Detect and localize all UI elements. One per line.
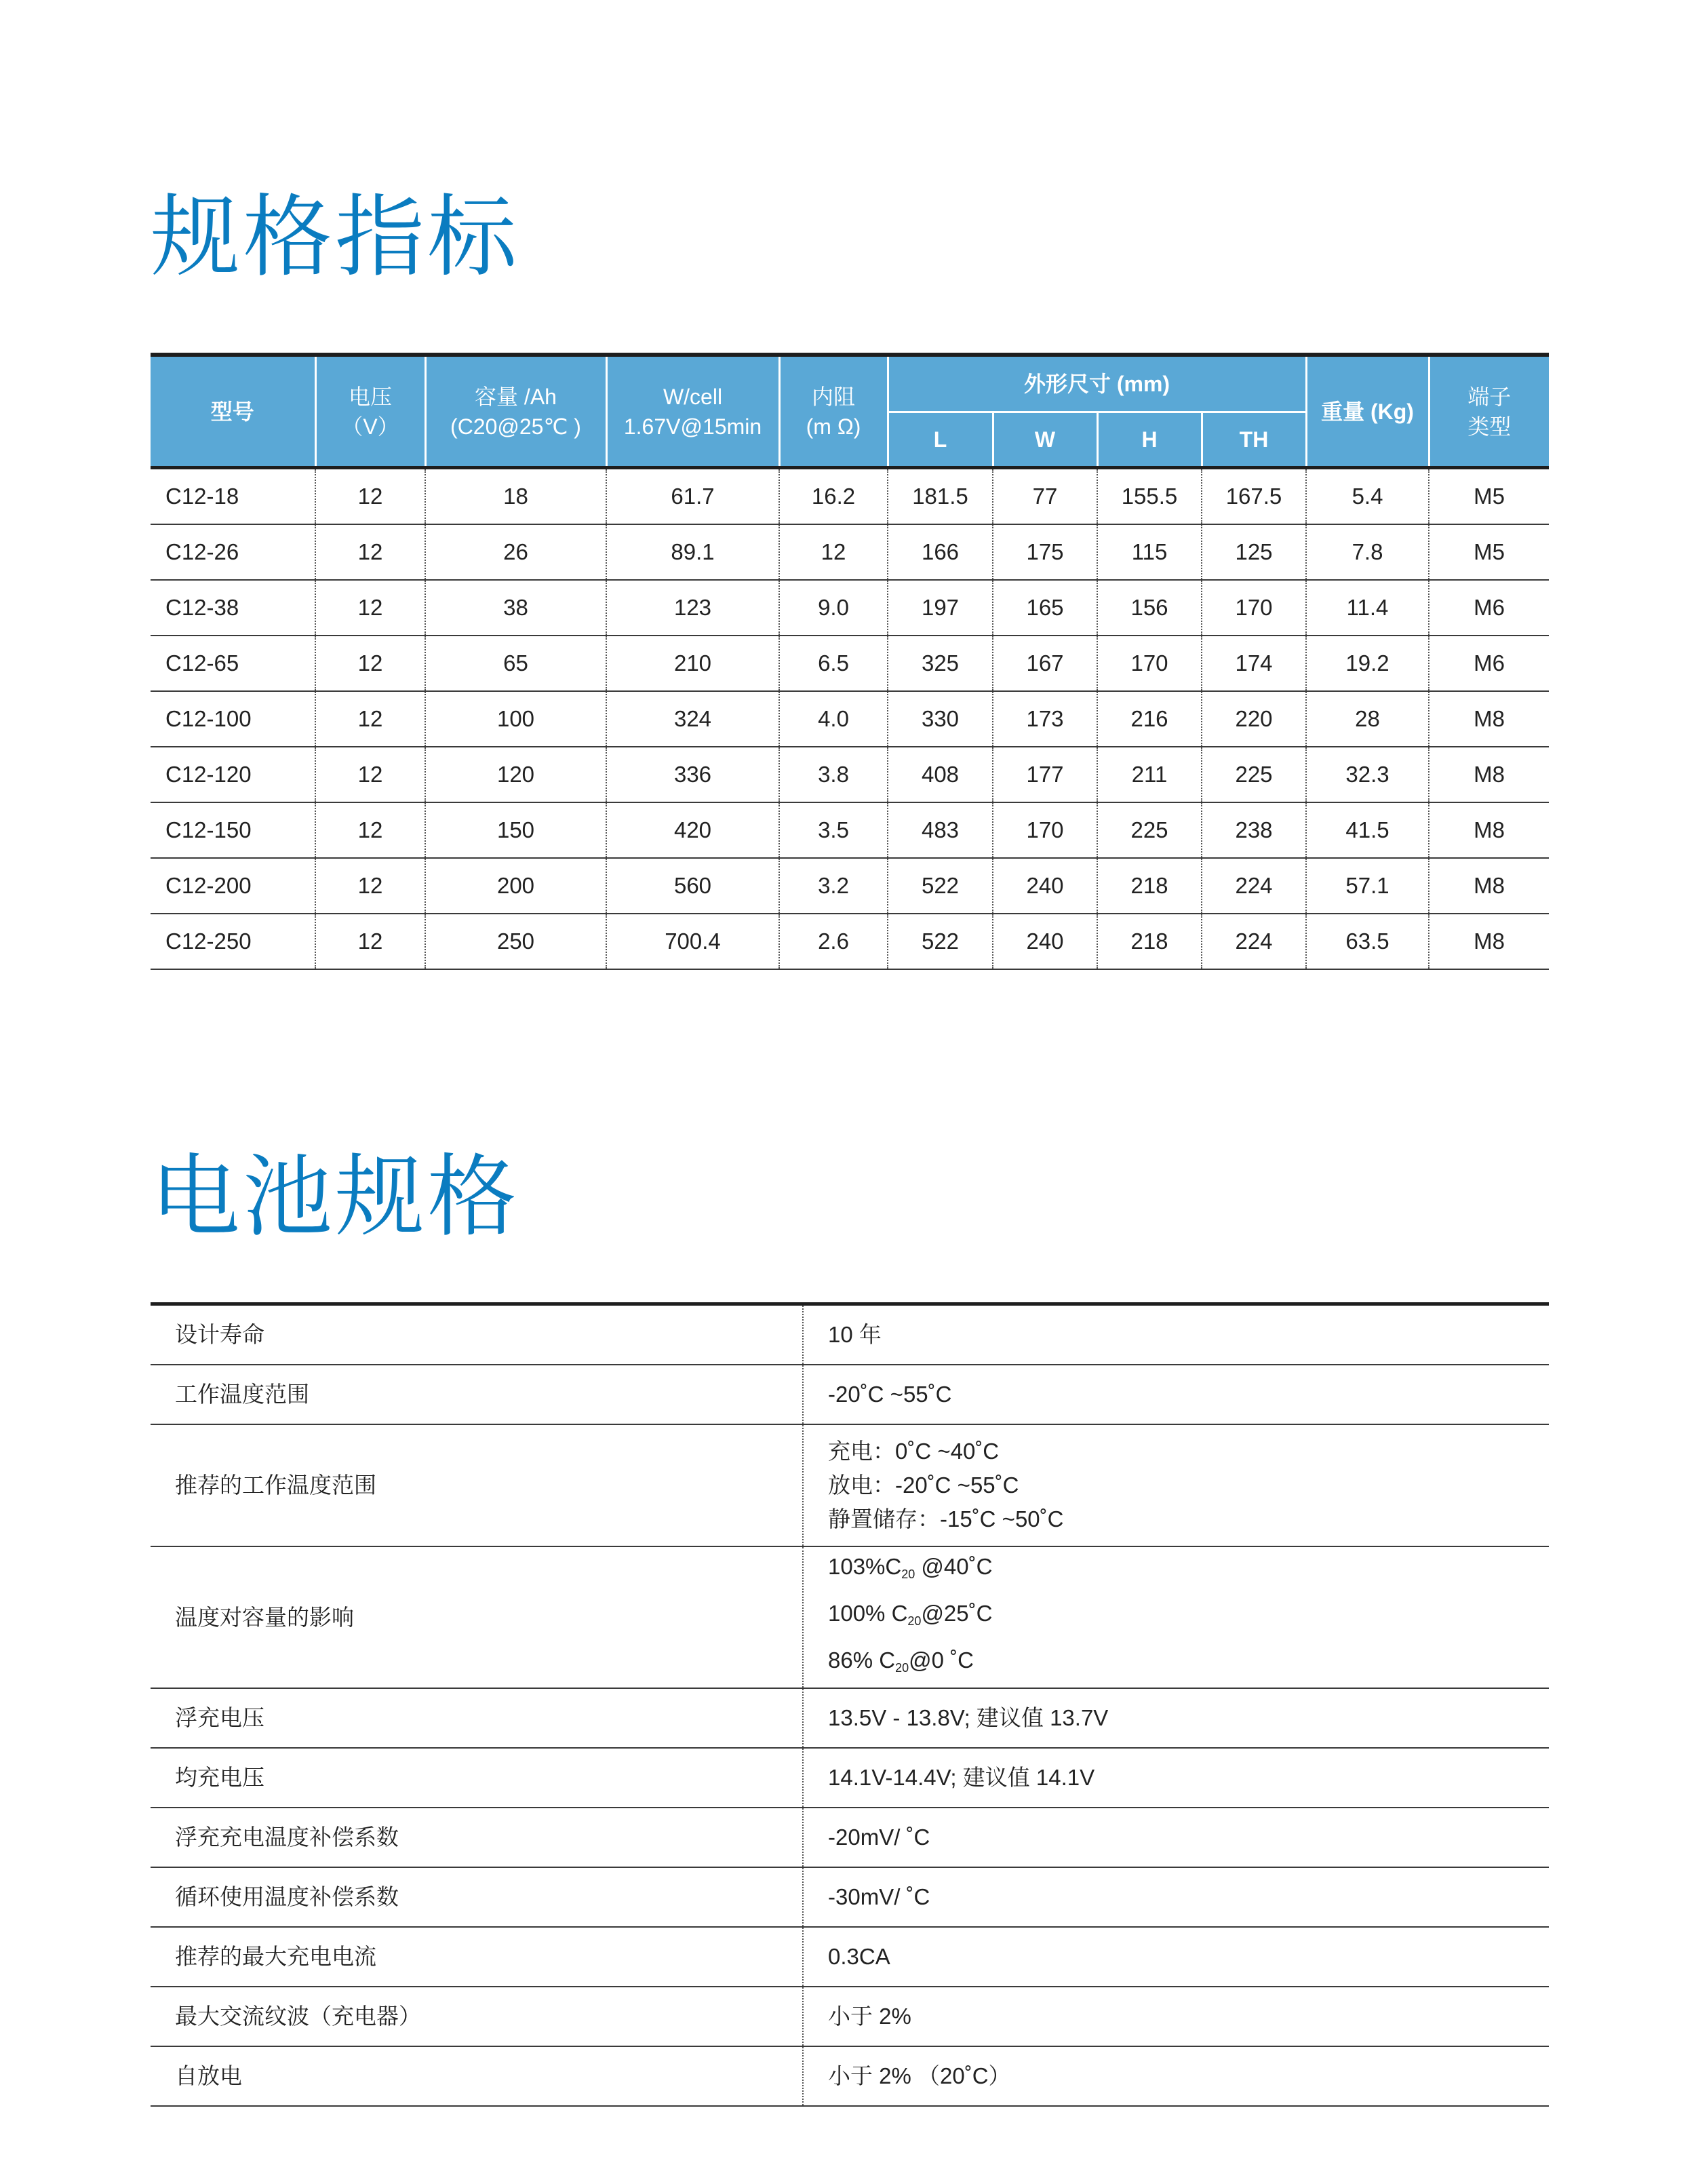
cell-dim-h: 225 bbox=[1097, 802, 1202, 858]
cell-voltage: 12 bbox=[315, 636, 425, 691]
cell-resistance: 3.5 bbox=[779, 802, 888, 858]
cell-voltage: 12 bbox=[315, 802, 425, 858]
cell-dim-w: 165 bbox=[993, 580, 1097, 636]
cell-model: C12-38 bbox=[151, 580, 315, 636]
cell-resistance: 12 bbox=[779, 524, 888, 580]
cell-wcell: 420 bbox=[606, 802, 779, 858]
row-value: -20mV/ ˚C bbox=[803, 1808, 1549, 1867]
row-max-charge-current bbox=[151, 1927, 1549, 1987]
cell-weight: 41.5 bbox=[1306, 802, 1429, 858]
cell-dim-w: 240 bbox=[993, 858, 1097, 914]
row-label: 浮充电压 bbox=[151, 1688, 803, 1748]
cell-voltage: 12 bbox=[315, 580, 425, 636]
row-value: -30mV/ ˚C bbox=[803, 1867, 1549, 1927]
cell-model: C12-120 bbox=[151, 747, 315, 802]
header-dim-l: L bbox=[888, 412, 993, 468]
cell-dim-l: 197 bbox=[888, 580, 993, 636]
cell-wcell: 324 bbox=[606, 691, 779, 747]
table-row bbox=[151, 636, 1549, 691]
cell-voltage: 12 bbox=[315, 691, 425, 747]
cell-dim-th: 220 bbox=[1202, 691, 1306, 747]
cell-weight: 11.4 bbox=[1306, 580, 1429, 636]
row-label: 设计寿命 bbox=[151, 1304, 803, 1365]
header-voltage: 电压 （V） bbox=[315, 355, 425, 468]
header-dimensions: 外形尺寸 (mm) bbox=[888, 355, 1306, 412]
cell-terminal: M6 bbox=[1429, 580, 1549, 636]
table-row bbox=[151, 747, 1549, 802]
row-label: 最大交流纹波（充电器） bbox=[151, 1987, 803, 2046]
battery-spec-table bbox=[151, 1302, 1549, 2107]
row-label: 循环使用温度补偿系数 bbox=[151, 1867, 803, 1927]
cell-wcell: 560 bbox=[606, 858, 779, 914]
row-label: 自放电 bbox=[151, 2046, 803, 2106]
cell-dim-th: 170 bbox=[1202, 580, 1306, 636]
value-line: 静置储存：-15˚C ~50˚C bbox=[828, 1506, 1064, 1532]
table-row bbox=[151, 802, 1549, 858]
cell-dim-l: 325 bbox=[888, 636, 993, 691]
cell-weight: 57.1 bbox=[1306, 858, 1429, 914]
cell-capacity: 120 bbox=[425, 747, 606, 802]
cell-terminal: M6 bbox=[1429, 636, 1549, 691]
row-value: -20˚C ~55˚C bbox=[803, 1365, 1549, 1424]
cell-dim-h: 211 bbox=[1097, 747, 1202, 802]
header-wcell: W/cell 1.67V@15min bbox=[606, 355, 779, 468]
cell-dim-h: 216 bbox=[1097, 691, 1202, 747]
header-dim-th: TH bbox=[1202, 412, 1306, 468]
cell-dim-l: 522 bbox=[888, 858, 993, 914]
value-line: $103\%C_{20}$ @40˚C bbox=[828, 1554, 993, 1581]
row-value bbox=[803, 1546, 1549, 1688]
table-row bbox=[151, 468, 1549, 525]
cell-weight: 7.8 bbox=[1306, 524, 1429, 580]
header-resistance: 内阻 (m Ω) bbox=[779, 355, 888, 468]
spec-table bbox=[151, 353, 1549, 970]
row-temp-effect bbox=[151, 1546, 1549, 1688]
cell-model: C12-100 bbox=[151, 691, 315, 747]
value-line: 充电：0˚C ~40˚C bbox=[828, 1439, 1000, 1464]
cell-voltage: 12 bbox=[315, 858, 425, 914]
cell-dim-th: 238 bbox=[1202, 802, 1306, 858]
row-equalize-voltage bbox=[151, 1748, 1549, 1808]
cell-model: C12-65 bbox=[151, 636, 315, 691]
header-model: 型号 bbox=[151, 355, 315, 468]
cell-dim-w: 77 bbox=[993, 468, 1097, 525]
cell-weight: 5.4 bbox=[1306, 468, 1429, 525]
row-recommended-temp bbox=[151, 1424, 1549, 1546]
row-design-life bbox=[151, 1304, 1549, 1365]
row-value: 0.3CA bbox=[803, 1927, 1549, 1987]
cell-voltage: 12 bbox=[315, 914, 425, 969]
table-row bbox=[151, 691, 1549, 747]
cell-resistance: 3.8 bbox=[779, 747, 888, 802]
cell-dim-h: 155.5 bbox=[1097, 468, 1202, 525]
cell-dim-w: 240 bbox=[993, 914, 1097, 969]
header-dim-h: H bbox=[1097, 412, 1202, 468]
cell-capacity: 100 bbox=[425, 691, 606, 747]
cell-terminal: M8 bbox=[1429, 858, 1549, 914]
cell-dim-h: 156 bbox=[1097, 580, 1202, 636]
row-float-comp bbox=[151, 1808, 1549, 1867]
cell-capacity: 38 bbox=[425, 580, 606, 636]
cell-dim-l: 408 bbox=[888, 747, 993, 802]
row-value: 10 年 bbox=[803, 1304, 1549, 1365]
row-label: 均充电压 bbox=[151, 1748, 803, 1808]
cell-voltage: 12 bbox=[315, 468, 425, 525]
cell-dim-th: 125 bbox=[1202, 524, 1306, 580]
cell-weight: 63.5 bbox=[1306, 914, 1429, 969]
header-weight: 重量 (Kg) bbox=[1306, 355, 1429, 468]
cell-terminal: M8 bbox=[1429, 914, 1549, 969]
cell-wcell: 336 bbox=[606, 747, 779, 802]
cell-model: C12-200 bbox=[151, 858, 315, 914]
cell-dim-h: 218 bbox=[1097, 858, 1202, 914]
cell-terminal: M5 bbox=[1429, 468, 1549, 525]
cell-dim-w: 175 bbox=[993, 524, 1097, 580]
cell-resistance: 4.0 bbox=[779, 691, 888, 747]
row-value: 小于 2% bbox=[803, 1987, 1549, 2046]
cell-weight: 32.3 bbox=[1306, 747, 1429, 802]
cell-dim-th: 224 bbox=[1202, 914, 1306, 969]
cell-dim-l: 166 bbox=[888, 524, 993, 580]
cell-wcell: 89.1 bbox=[606, 524, 779, 580]
cell-dim-w: 170 bbox=[993, 802, 1097, 858]
cell-resistance: 3.2 bbox=[779, 858, 888, 914]
row-value: 13.5V - 13.8V; 建议值 13.7V bbox=[803, 1688, 1549, 1748]
row-label: 推荐的工作温度范围 bbox=[151, 1424, 803, 1546]
cell-dim-th: 224 bbox=[1202, 858, 1306, 914]
cell-terminal: M5 bbox=[1429, 524, 1549, 580]
cell-resistance: 6.5 bbox=[779, 636, 888, 691]
table-row bbox=[151, 524, 1549, 580]
cell-dim-w: 177 bbox=[993, 747, 1097, 802]
row-value: 14.1V-14.4V; 建议值 14.1V bbox=[803, 1748, 1549, 1808]
cell-capacity: 250 bbox=[425, 914, 606, 969]
row-max-ripple bbox=[151, 1987, 1549, 2046]
cell-resistance: 9.0 bbox=[779, 580, 888, 636]
cell-capacity: 26 bbox=[425, 524, 606, 580]
cell-dim-w: 173 bbox=[993, 691, 1097, 747]
table-row bbox=[151, 580, 1549, 636]
value-line: 放电：-20˚C ~55˚C bbox=[828, 1473, 1019, 1498]
row-label: 工作温度范围 bbox=[151, 1365, 803, 1424]
cell-terminal: M8 bbox=[1429, 747, 1549, 802]
cell-weight: 19.2 bbox=[1306, 636, 1429, 691]
row-label: 推荐的最大充电电流 bbox=[151, 1927, 803, 1987]
cell-voltage: 12 bbox=[315, 747, 425, 802]
cell-wcell: 700.4 bbox=[606, 914, 779, 969]
cell-dim-l: 522 bbox=[888, 914, 993, 969]
cell-dim-w: 167 bbox=[993, 636, 1097, 691]
cell-wcell: 61.7 bbox=[606, 468, 779, 525]
cell-dim-l: 181.5 bbox=[888, 468, 993, 525]
row-float-voltage bbox=[151, 1688, 1549, 1748]
cell-model: C12-18 bbox=[151, 468, 315, 525]
table-row bbox=[151, 858, 1549, 914]
cell-wcell: 123 bbox=[606, 580, 779, 636]
cell-dim-th: 174 bbox=[1202, 636, 1306, 691]
spec-section-title: 规格指标 bbox=[151, 185, 519, 290]
cell-dim-l: 483 bbox=[888, 802, 993, 858]
header-capacity: 容量 /Ah (C20@25℃ ) bbox=[425, 355, 606, 468]
cell-model: C12-26 bbox=[151, 524, 315, 580]
cell-wcell: 210 bbox=[606, 636, 779, 691]
header-terminal: 端子 类型 bbox=[1429, 355, 1549, 468]
cell-capacity: 150 bbox=[425, 802, 606, 858]
cell-dim-th: 167.5 bbox=[1202, 468, 1306, 525]
table-row bbox=[151, 914, 1549, 969]
row-label: 温度对容量的影响 bbox=[151, 1546, 803, 1688]
row-value: 小于 2% （20˚C） bbox=[803, 2046, 1549, 2106]
cell-terminal: M8 bbox=[1429, 802, 1549, 858]
row-operating-temp bbox=[151, 1365, 1549, 1424]
cell-capacity: 200 bbox=[425, 858, 606, 914]
cell-dim-h: 218 bbox=[1097, 914, 1202, 969]
cell-weight: 28 bbox=[1306, 691, 1429, 747]
cell-terminal: M8 bbox=[1429, 691, 1549, 747]
cell-dim-l: 330 bbox=[888, 691, 993, 747]
cell-resistance: 16.2 bbox=[779, 468, 888, 525]
header-dim-w: W bbox=[993, 412, 1097, 468]
cell-dim-h: 115 bbox=[1097, 524, 1202, 580]
cell-capacity: 65 bbox=[425, 636, 606, 691]
cell-model: C12-150 bbox=[151, 802, 315, 858]
cell-resistance: 2.6 bbox=[779, 914, 888, 969]
cell-capacity: 18 bbox=[425, 468, 606, 525]
value-line: 86% $C_{20}@0$ ˚C bbox=[828, 1647, 974, 1675]
row-value bbox=[803, 1424, 1549, 1546]
row-cycle-comp bbox=[151, 1867, 1549, 1927]
row-label: 浮充充电温度补偿系数 bbox=[151, 1808, 803, 1867]
cell-dim-h: 170 bbox=[1097, 636, 1202, 691]
value-line: 100% $C_{20}@25˚C$ bbox=[828, 1601, 993, 1628]
cell-dim-th: 225 bbox=[1202, 747, 1306, 802]
cell-model: C12-250 bbox=[151, 914, 315, 969]
battery-section-title: 电池规格 bbox=[151, 1145, 519, 1249]
row-self-discharge bbox=[151, 2046, 1549, 2106]
cell-voltage: 12 bbox=[315, 524, 425, 580]
